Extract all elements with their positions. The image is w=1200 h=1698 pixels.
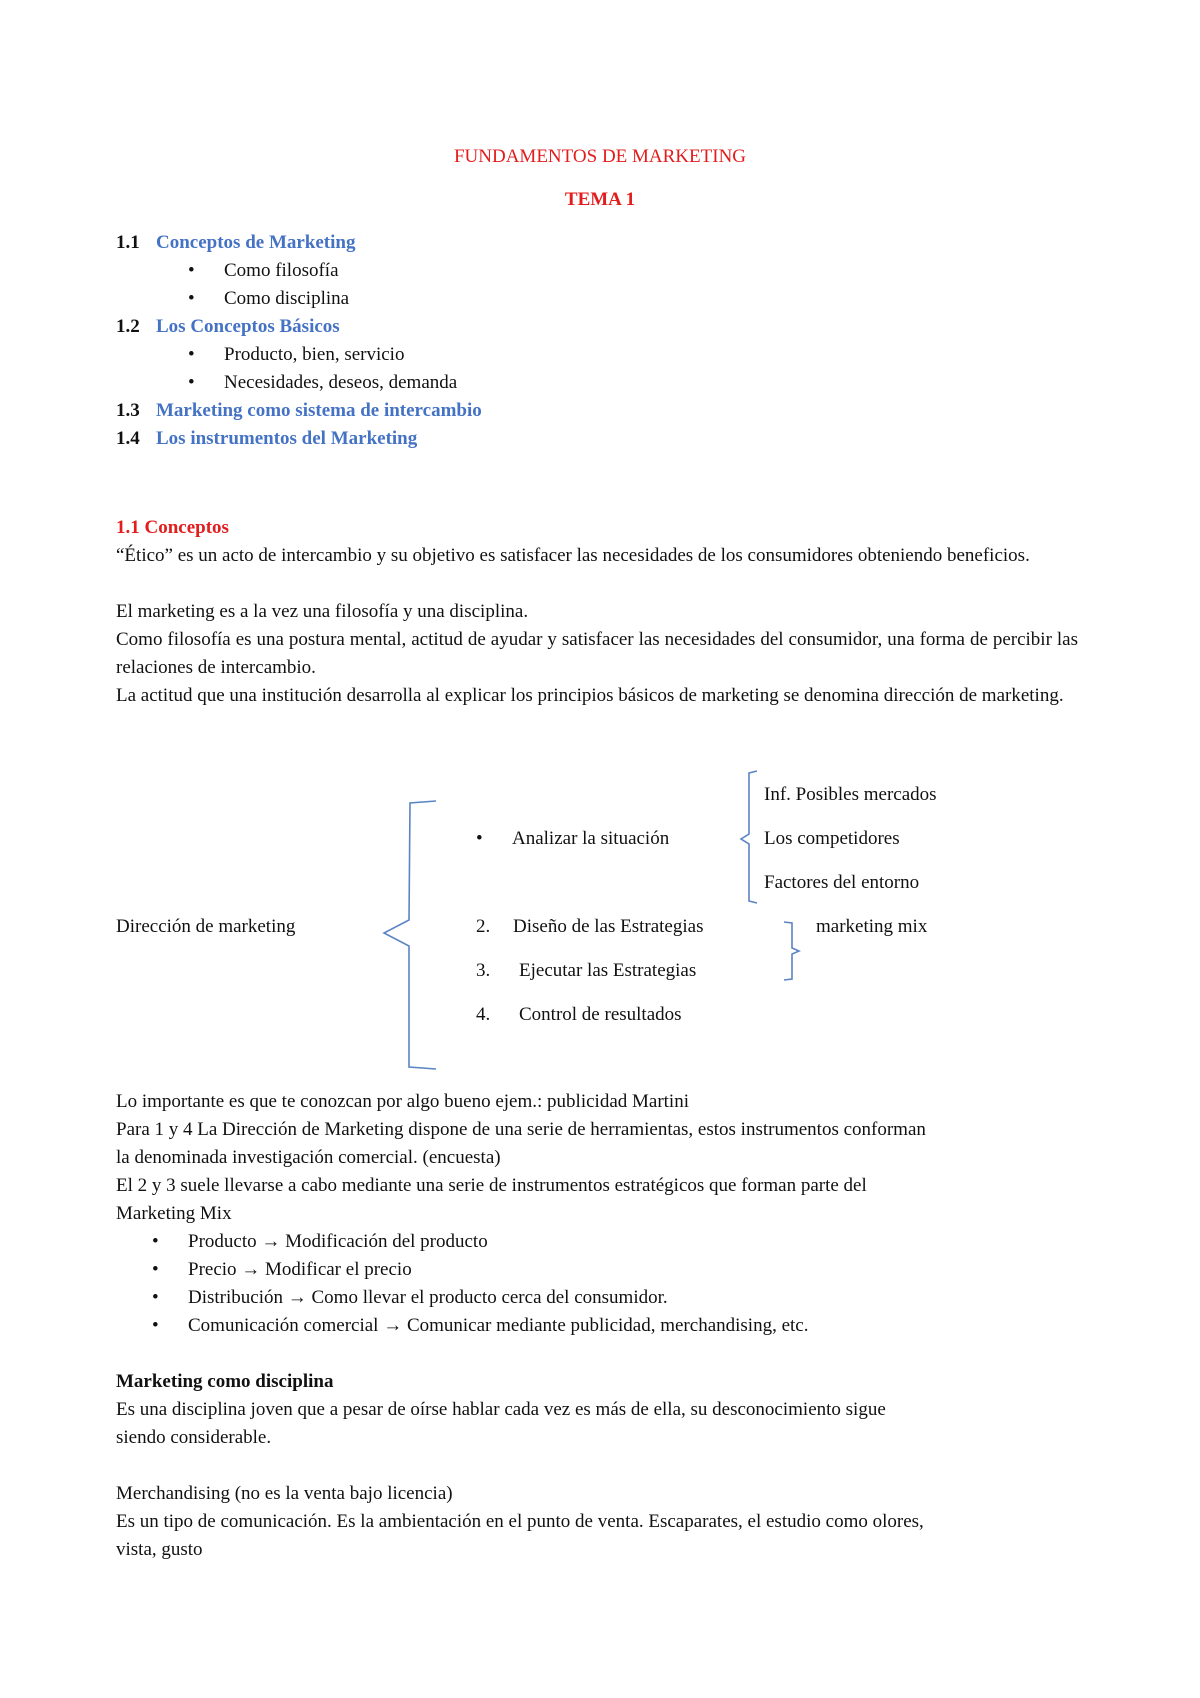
paragraph-line: Marketing Mix bbox=[116, 1203, 232, 1224]
paragraph-line: Para 1 y 4 La Dirección de Marketing dispone de una serie de herramientas, estos instrumentos conforman bbox=[116, 1119, 926, 1140]
toc-item: • Como filosofía bbox=[188, 257, 339, 285]
paragraph-line: Lo importante es que te conozcan por algo bueno ejem.: publicidad Martini bbox=[116, 1091, 689, 1112]
toc-num: 1.3 bbox=[116, 400, 140, 421]
toc-heading: Los Conceptos Básicos bbox=[156, 316, 340, 337]
bullet-icon: • bbox=[188, 260, 195, 281]
paragraph-line: vista, gusto bbox=[116, 1539, 203, 1560]
toc-heading: Marketing como sistema de intercambio bbox=[156, 400, 482, 421]
list-item: • Producto → Modificación del producto bbox=[152, 1228, 488, 1256]
paragraph-line: El 2 y 3 suele llevarse a cabo mediante una serie de instrumentos estratégicos que forman parte del bbox=[116, 1175, 867, 1196]
toc-num: 1.4 bbox=[116, 428, 140, 449]
bullet-icon: • bbox=[152, 1231, 159, 1252]
diagram-sub-item: Factores del entorno bbox=[764, 872, 920, 893]
doc-title: FUNDAMENTOS DE MARKETING bbox=[453, 146, 747, 167]
paragraph-line: Merchandising (no es la venta bajo licencia) bbox=[116, 1483, 453, 1504]
toc-item: • Como disciplina bbox=[188, 285, 349, 313]
diagram-step-4: 4. Control de resultados bbox=[476, 1004, 682, 1025]
paragraph-line: Es un tipo de comunicación. Es la ambientación en el punto de venta. Escaparates, el estudio como olores, bbox=[116, 1511, 924, 1532]
paragraph-line: la denominada investigación comercial. (encuesta) bbox=[116, 1147, 501, 1168]
paragraph: “Ético” es un acto de intercambio y su objetivo es satisfacer las necesidades de los consumidores obteniendo beneficios. bbox=[116, 545, 1030, 566]
diagram-step-3: 3. Ejecutar las Estrategias bbox=[476, 960, 697, 981]
toc-heading: Los instrumentos del Marketing bbox=[156, 428, 418, 449]
paragraph: El marketing es a la vez una filosofía y una disciplina. bbox=[116, 601, 529, 622]
paragraph: Como filosofía es una postura mental, actitud de ayudar y satisfacer las necesidades del consumidor, una forma de percibir las relaciones de intercambio. bbox=[116, 629, 1078, 678]
diagram-root: Dirección de marketing bbox=[116, 916, 296, 937]
bullet-icon: • bbox=[188, 344, 195, 365]
list-item: • Comunicación comercial → Comunicar mediante publicidad, merchandising, etc. bbox=[152, 1312, 808, 1340]
bullet-icon: • bbox=[188, 288, 195, 309]
bullet-icon: • bbox=[476, 828, 483, 849]
bullet-icon: • bbox=[188, 372, 195, 393]
paragraph-line: Es una disciplina joven que a pesar de oírse hablar cada vez es más de ella, su desconocimiento sigue bbox=[116, 1399, 886, 1420]
bullet-icon: • bbox=[152, 1287, 159, 1308]
situation-brace-icon bbox=[741, 771, 757, 903]
section-heading: Marketing como disciplina bbox=[116, 1371, 334, 1392]
toc-heading: Conceptos de Marketing bbox=[156, 232, 356, 253]
diagram-step-2: 2. Diseño de las Estrategias bbox=[476, 916, 704, 937]
bullet-icon: • bbox=[152, 1259, 159, 1280]
list-item: • Precio → Modificar el precio bbox=[152, 1256, 412, 1284]
paragraph-line: siendo considerable. bbox=[116, 1427, 272, 1448]
paragraph: La actitud que una institución desarrolla al explicar los principios básicos de marketing se denomina dirección de marketing. bbox=[116, 685, 1064, 706]
diagram-step-1: • Analizar la situación bbox=[476, 825, 669, 853]
toc-item: • Producto, bien, servicio bbox=[188, 341, 404, 369]
toc-item: • Necesidades, deseos, demanda bbox=[188, 369, 457, 397]
diagram-mix-label: marketing mix bbox=[816, 916, 928, 937]
toc-num: 1.2 bbox=[116, 316, 140, 337]
diagram-sub-item: Los competidores bbox=[764, 828, 900, 849]
bullet-icon: • bbox=[152, 1315, 159, 1336]
section-heading: 1.1 Conceptos bbox=[116, 517, 229, 538]
diagram-sub-item: Inf. Posibles mercados bbox=[764, 784, 937, 805]
main-brace-icon bbox=[384, 801, 436, 1069]
list-item: • Distribución → Como llevar el producto cerca del consumidor. bbox=[152, 1284, 668, 1312]
toc-num: 1.1 bbox=[116, 232, 140, 253]
doc-subtitle: TEMA 1 bbox=[564, 189, 636, 210]
mix-brace-icon bbox=[784, 922, 799, 980]
